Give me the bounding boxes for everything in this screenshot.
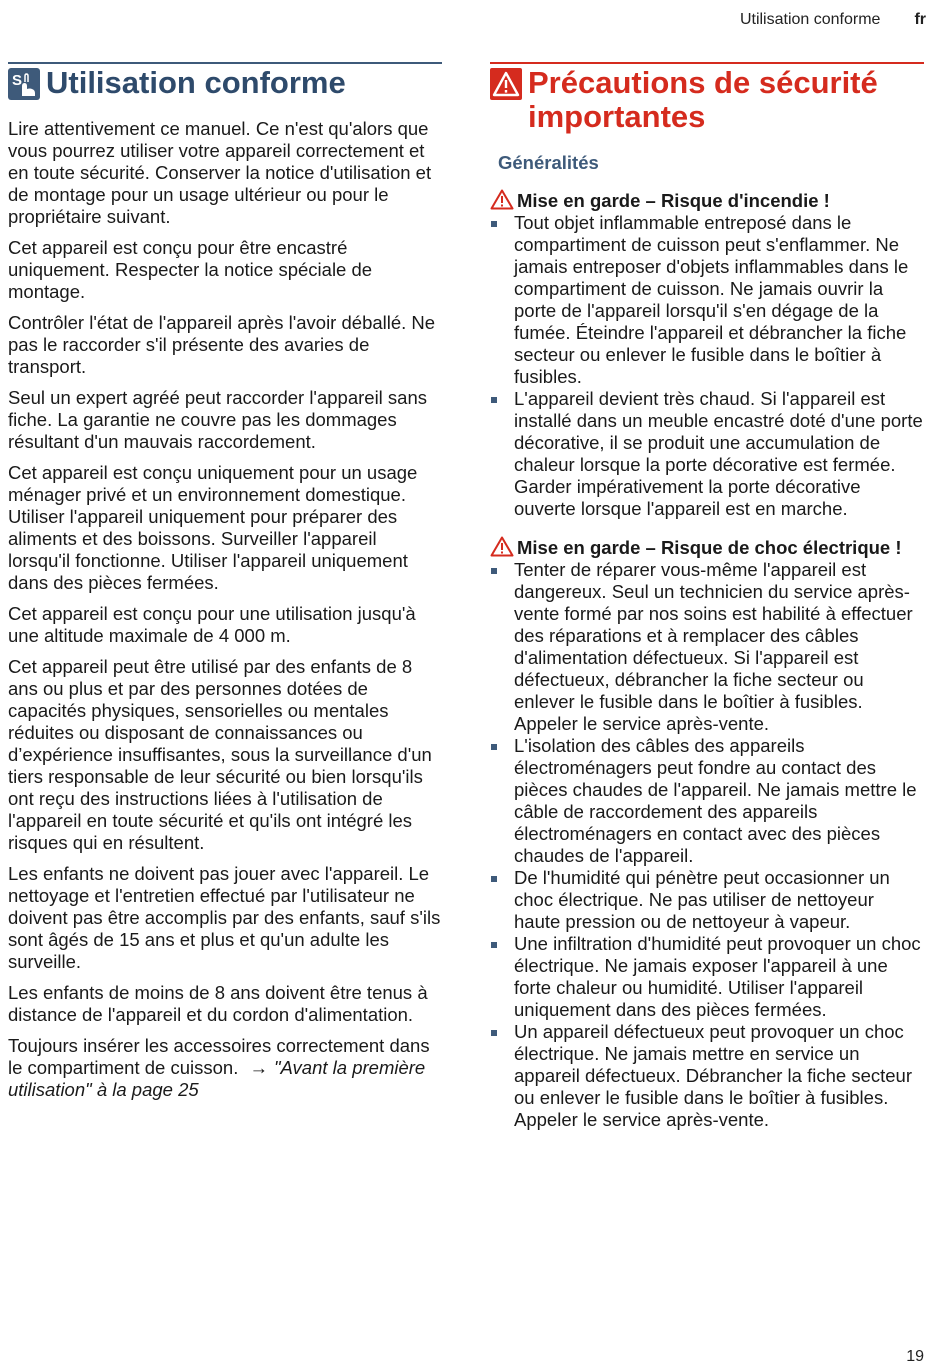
paragraph: Cet appareil peut être utilisé par des enfants de 8 ans ou plus et par des personnes dotées de capacités physiques, sensorielles ou mentales réduites ou disposant de connaissances ou d’expérience insuffisantes, sous la surveillance d'un tiers responsable de leur sécurité ou bien lorsqu'ils ont reçu des instructions liées à l'utilisation de l'appareil en toute sécurité et qu'ils ont intégré les risques qui en résultent. xyxy=(8,656,432,853)
warning-triangle-icon xyxy=(490,189,514,210)
right-column xyxy=(490,62,924,1131)
list-item-text: De l'humidité qui pénètre peut occasionner un choc électrique. Ne pas utiliser de nettoyeur haute pression ou de nettoyeur à vapeur. xyxy=(514,867,890,932)
warning-title: Mise en garde – Risque de choc électrique ! xyxy=(517,537,902,558)
shock-warning-heading xyxy=(490,536,924,559)
header-language: fr xyxy=(914,11,926,28)
bullet-icon xyxy=(491,1030,497,1036)
list-item-text: L'appareil devient très chaud. Si l'appareil est installé dans un meuble encastré doté d'une porte décorative, il se produit une accumulation de chaleur lorsque la porte décorative est fermée. Garder impérativement la porte décorative ouverte lorsque l'appareil est en marche. xyxy=(514,388,923,519)
bullet-icon xyxy=(491,397,497,403)
left-column xyxy=(8,62,442,1110)
list-item xyxy=(490,1021,924,1131)
paragraph-with-reference xyxy=(8,1035,442,1101)
list-item xyxy=(490,933,924,1021)
list-item xyxy=(490,559,924,735)
bullet-icon xyxy=(491,942,497,948)
list-item-text: Tout objet inflammable entreposé dans le compartiment de cuisson peut s'enflammer. Ne jamais entreposer d'objets inflammables dans le compartiment de cuisson. Ne jamais ouvrir la porte de l'appareil lorsqu'il s'en dégage de la fumée. Éteindre l'appareil et débrancher la fiche secteur ou enlever le fusible dans le boîtier à fusibles. xyxy=(514,212,909,387)
warning-icon xyxy=(490,68,522,100)
list-item-text: Tenter de réparer vous-même l'appareil est dangereux. Seul un technicien du service après-vente formé par nos soins est habilité à effectuer des réparations et à remplacer des câbles d'alimentation défectueux. Si l'appareil est défectueux, débrancher la fiche secteur ou enlever le fusible dans le boîtier à fusibles. Appeler le service après-vente. xyxy=(514,559,913,734)
list-item-text: L'isolation des câbles des appareils électroménagers peut fondre au contact des pièces chaudes de l'appareil. Ne jamais mettre le câble de raccordement des appareils électroménagers en contact avec des pièces chaudes de l'appareil. xyxy=(514,735,917,866)
paragraph: Les enfants ne doivent pas jouer avec l'appareil. Le nettoyage et l'entretien effectué par l'utilisateur ne doivent pas être accomplis par des enfants, sauf s'ils sont âgés de 15 ans et plus et qu'un adulte les surveille. xyxy=(8,863,441,972)
safety-title: Précautions de sécurité importantes xyxy=(528,65,878,134)
list-item xyxy=(490,212,924,388)
paragraph-text: Toujours insérer les accessoires correctement dans le compartiment de cuisson. xyxy=(8,1035,430,1078)
svg-text:S: S xyxy=(12,72,23,89)
list-item xyxy=(490,735,924,867)
arrow-icon: → xyxy=(249,1057,268,1078)
header-section-title: Utilisation conforme xyxy=(739,11,881,28)
page-reference-link[interactable]: "Avant la première utilisation" à la page 25 xyxy=(8,1057,426,1100)
subheading-general: Généralités xyxy=(498,152,599,173)
heading-rule xyxy=(490,62,924,64)
paragraph: Lire attentivement ce manuel. Ce n'est qu'alors que vous pourrez utiliser votre appareil correctement et en toute sécurité. Conserver la notice d'utilisation et de montage pour un usage ultérieur ou pour le propriétaire suivant. xyxy=(8,118,432,227)
bullet-icon xyxy=(491,568,497,574)
list-item-text: Une infiltration d'humidité peut provoquer un choc électrique. Ne jamais exposer l'appareil à une forte chaleur ou humidité. Utiliser l'appareil uniquement dans des pièces fermées. xyxy=(514,933,921,1020)
intended-use-icon xyxy=(8,68,40,100)
list-item xyxy=(490,867,924,933)
section-heading xyxy=(8,66,442,100)
bullet-icon xyxy=(491,221,497,227)
fire-warning-heading xyxy=(490,189,924,212)
paragraph: Contrôler l'état de l'appareil après l'avoir déballé. Ne pas le raccorder s'il présente des avaries de transport. xyxy=(8,312,436,377)
warning-title: Mise en garde – Risque d'incendie ! xyxy=(517,190,830,211)
bullet-icon xyxy=(491,744,497,750)
warning-triangle-icon xyxy=(490,536,514,557)
shock-warning-list xyxy=(490,559,924,1131)
running-header xyxy=(740,8,926,32)
bullet-icon xyxy=(491,876,497,882)
page-number: 19 xyxy=(906,1348,924,1365)
section-heading xyxy=(490,66,924,134)
paragraph: Cet appareil est conçu pour une utilisation jusqu'à une altitude maximale de 4 000 m. xyxy=(8,603,416,646)
list-item xyxy=(490,388,924,520)
list-item-text: Un appareil défectueux peut provoquer un choc électrique. Ne jamais mettre en service un appareil défectueux. Débrancher la fiche secteur ou enlever le fusible dans le boîtier à fusibles. Appeler le service après-vente. xyxy=(514,1021,912,1130)
paragraph: Cet appareil est conçu uniquement pour un usage ménager privé et un environnement domestique. Utiliser l'appareil uniquement pour préparer des aliments et des boissons. Surveiller l'appareil lorsqu'il fonctionne. Utiliser l'appareil uniquement dans des pièces fermées. xyxy=(8,462,418,593)
fire-warning-list xyxy=(490,212,924,520)
paragraph: Cet appareil est conçu pour être encastré uniquement. Respecter la notice spéciale de montage. xyxy=(8,237,373,302)
paragraph: Seul un expert agréé peut raccorder l'appareil sans fiche. La garantie ne couvre pas les dommages résultant d'un mauvais raccordement. xyxy=(8,387,428,452)
page-title: Utilisation conforme xyxy=(46,65,346,100)
paragraph: Les enfants de moins de 8 ans doivent être tenus à distance de l'appareil et du cordon d'alimentation. xyxy=(8,982,428,1025)
heading-rule xyxy=(8,62,442,64)
